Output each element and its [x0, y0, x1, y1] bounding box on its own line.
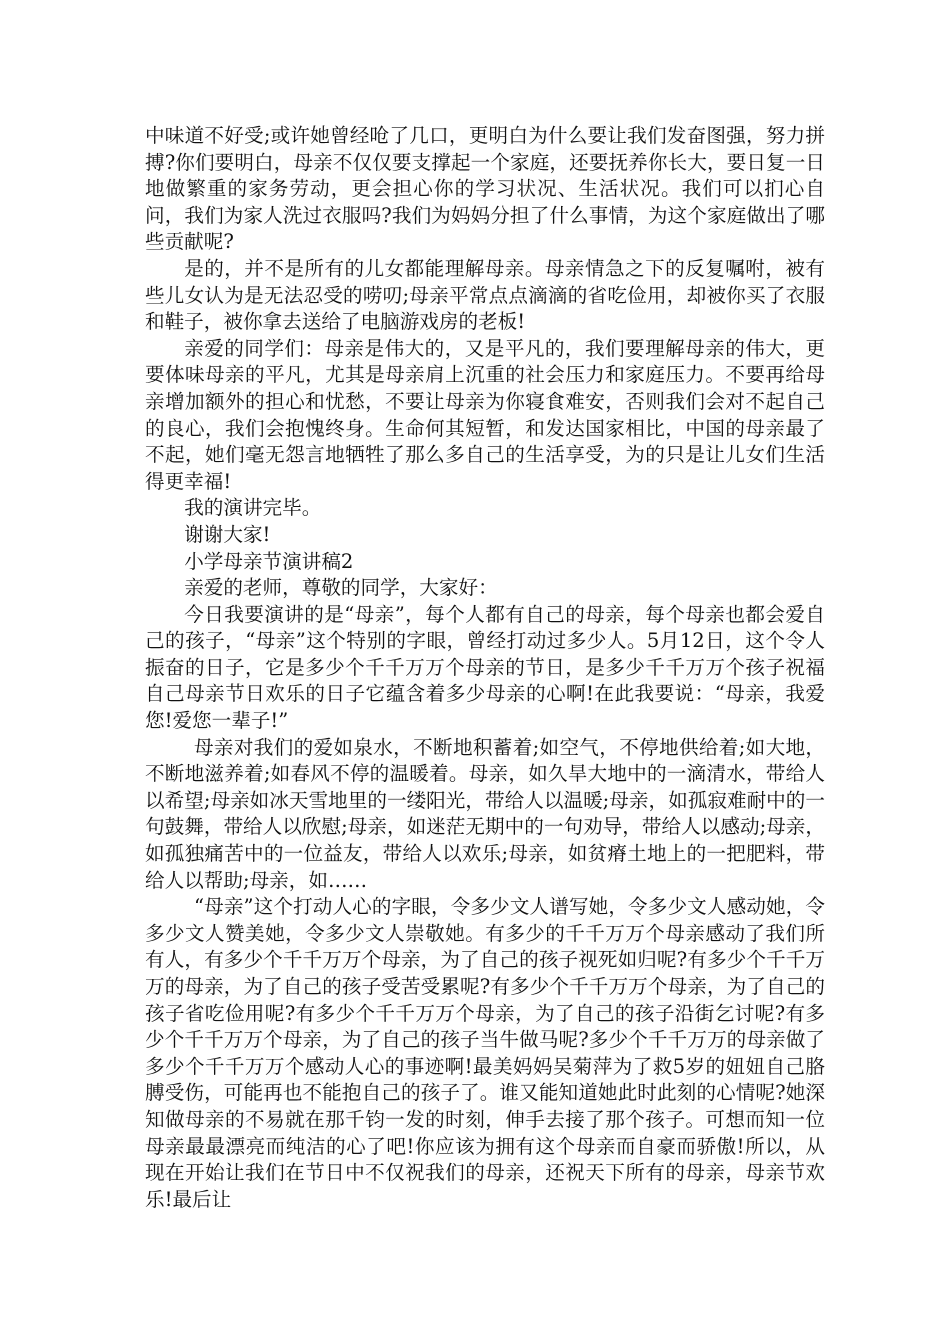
document-body — [145, 123, 825, 1213]
thanks-line: 谢谢大家! — [184, 522, 271, 546]
paragraph: 中味道不好受;或许她曾经呛了几口，更明白为什么要让我们发奋图强，努力拼搏?你们要明白，母亲不仅仅要支撑起一个家庭，还要抚养你长大，要日复一日地做繁重的家务劳动，更会担心你的学习状况、生活状况。我们可以扪心自问，我们为家人洗过衣服吗?我们为妈妈分担了什么事情，为这个家庭做出了哪些贡献呢? — [145, 124, 825, 254]
paragraph: 亲爱的同学们：母亲是伟大的，又是平凡的，我们要理解母亲的伟大，更要体味母亲的平凡，尤其是母亲肩上沉重的社会压力和家庭压力。不要再给母亲增加额外的担心和忧愁，不要让母亲为你寝食难安，否则我们会对不起自己的良心，我们会抱愧终身。生命何其短暂，和发达国家相比，中国的母亲最了不起，她们毫无怨言地牺牲了那么多自己的生活享受，为的只是让儿女们生活得更幸福! — [145, 336, 825, 493]
paragraph: 是的，并不是所有的儿女都能理解母亲。母亲情急之下的反复嘱咐，被有些儿女认为是无法忍受的唠叨;母亲平常点点滴滴的省吃俭用，却被你买了衣服和鞋子，被你拿去送给了电脑游戏房的老板! — [145, 256, 825, 334]
closing-line: 我的演讲完毕。 — [184, 496, 322, 520]
section-title: 小学母亲节演讲稿2 — [184, 549, 354, 573]
paragraph: “母亲”这个打动人心的字眼，令多少文人谱写她，令多少文人感动她，令多少文人赞美她，令多少文人崇敬她。有多少的千千万万个母亲感动了我们所有人，有多少个千千万万个母亲，为了自己的孩子视死如归呢?有多少个千千万万的母亲，为了自己的孩子受苦受累呢?有多少个千千万万个母亲，为了自己的孩子省吃俭用呢?有多少个千千万万个母亲，为了自己的孩子沿街乞讨呢?有多少个千千万万个母亲，为了自己的孩子当牛做马呢?多少个千千万万的母亲做了多少个千千万万个感动人心的事迹啊!最美妈妈吴菊萍为了救5岁的妞妞自己胳膊受伤，可能再也不能抱自己的孩子了。谁又能知道她此时此刻的心情呢?她深知做母亲的不易就在那千钧一发的时刻，伸手去接了那个孩子。可想而知一位母亲最最漂亮而纯洁的心了吧!你应该为拥有这个母亲而自豪而骄傲!所以，从现在开始让我们在节日中不仅祝我们的母亲，还祝天下所有的母亲，母亲节欢乐!最后让 — [145, 895, 825, 1211]
greeting-line: 亲爱的老师，尊敬的同学，大家好： — [184, 576, 498, 600]
paragraph: 今日我要演讲的是“母亲”，每个人都有自己的母亲，每个母亲也都会爱自己的孩子，“母亲”这个特别的字眼，曾经打动过多少人。5月12日，这个令人振奋的日子，它是多少个千千万万个母亲的节日，是多少千千万万个孩子祝福自己母亲节日欢乐的日子它蕴含着多少母亲的心啊!在此我要说：“母亲，我爱您!爱您一辈子!” — [145, 602, 825, 733]
paragraph: 母亲对我们的爱如泉水，不断地积蓄着;如空气，不停地供给着;如大地，不断地滋养着;如春风不停的温暖着。母亲，如久旱大地中的一滴清水，带给人以希望;母亲如冰天雪地里的一缕阳光，带给人以温暖;母亲，如孤寂难耐中的一句鼓舞，带给人以欣慰;母亲，如迷茫无期中的一句劝导，带给人以感动;母亲，如孤独痛苦中的一位益友，带给人以欢乐;母亲，如贫瘠土地上的一把肥料，带给人以帮助;母亲，如…… — [145, 735, 825, 892]
